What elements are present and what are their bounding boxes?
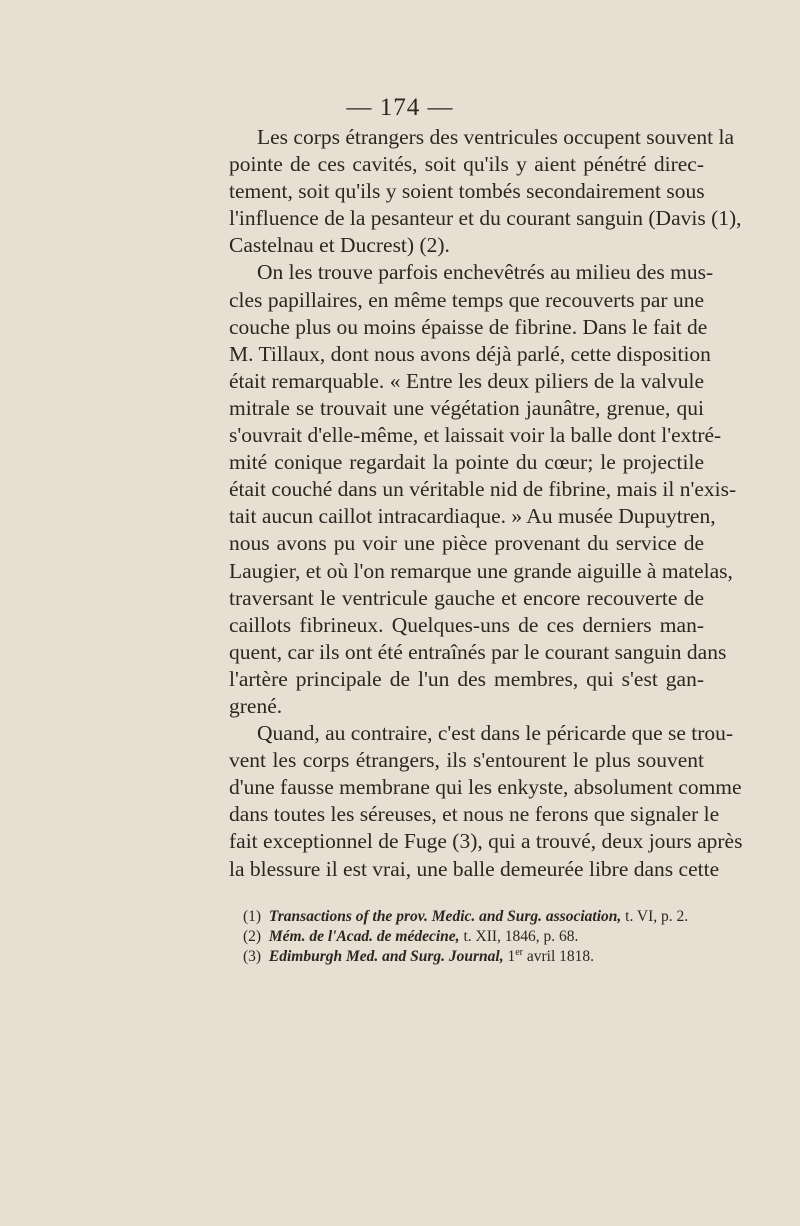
footnote-number: (1) — [243, 908, 262, 925]
text-line: fait exceptionnel de Fuge (3), qui a trouvé, deux jours après — [229, 829, 743, 854]
footnote-reference: t. VI, p. 2. — [621, 908, 689, 925]
footnote-reference: avril 1818. — [523, 948, 595, 965]
footnote — [243, 947, 703, 967]
text-line: l'artère principale de l'un des membres, qui s'est gan- — [229, 666, 704, 691]
text-line: Quand, au contraire, c'est dans le péricarde que se trou- — [257, 721, 734, 746]
footnote-number: (2) — [243, 928, 262, 945]
footnote-number: (3) — [243, 948, 262, 965]
text-line: d'une fausse membrane qui les enkyste, absolument comme — [229, 775, 742, 800]
text-line: était remarquable. « Entre les deux piliers de la valvule — [229, 368, 704, 393]
text-line: M. Tillaux, dont nous avons déjà parlé, cette disposition — [229, 341, 711, 366]
text-line: quent, car ils ont été entraînés par le courant sanguin dans — [229, 639, 727, 664]
text-line: était couché dans un véritable nid de fibrine, mais il n'exis- — [229, 477, 737, 502]
text-line: tait aucun caillot intracardiaque. » Au musée Dupuytren, — [229, 504, 716, 529]
text-line: couche plus ou moins épaisse de fibrine. Dans le fait de — [229, 314, 708, 339]
text-line: tement, soit qu'ils y soient tombés secondairement sous — [229, 179, 705, 204]
page-number: — 174 — — [346, 94, 454, 121]
text-line: s'ouvrait d'elle-même, et laissait voir la balle dont l'extré- — [229, 423, 722, 448]
footnote-reference: 1 — [503, 948, 516, 965]
text-line: l'influence de la pesanteur et du courant sanguin (Davis (1), — [229, 206, 742, 231]
text-line: On les trouve parfois enchevêtrés au milieu des mus- — [257, 260, 714, 285]
footnote — [243, 907, 703, 927]
text-line: Castelnau et Ducrest) (2). — [229, 233, 450, 258]
text-line: mitrale se trouvait une végétation jaunâtre, grenue, qui — [229, 395, 704, 420]
footnote-reference: t. XII, 1846, p. 68. — [459, 928, 579, 945]
footnote-source-title: Edimburgh Med. and Surg. Journal, — [268, 948, 504, 965]
footnote — [243, 927, 703, 947]
text-line: cles papillaires, en même temps que recouverts par une — [229, 287, 704, 312]
text-line: caillots fibrineux. Quelques-uns de ces derniers man- — [229, 612, 704, 637]
text-line: pointe de ces cavités, soit qu'ils y aient pénétré direc- — [229, 152, 704, 177]
text-line: grené. — [229, 693, 283, 718]
text-line: dans toutes les séreuses, et nous ne ferons que signaler le — [229, 802, 720, 827]
text-line: Laugier, et où l'on remarque une grande aiguille à matelas, — [229, 558, 733, 583]
body-text — [229, 124, 743, 883]
text-line: la blessure il est vrai, une balle demeurée libre dans cette — [229, 856, 720, 881]
footnote-source-title: Mém. de l'Acad. de médecine, — [268, 928, 460, 945]
text-line: nous avons pu voir une pièce provenant du service de — [229, 531, 704, 556]
text-line: Les corps étrangers des ventricules occupent souvent la — [257, 125, 735, 149]
footnotes — [243, 907, 703, 967]
footnote-source-title: Transactions of the prov. Medic. and Surg. association, — [268, 908, 622, 925]
text-line: traversant le ventricule gauche et encore recouverte de — [229, 585, 704, 610]
footnote-superscript: er — [515, 946, 524, 958]
text-line: vent les corps étrangers, ils s'entourent le plus souvent — [229, 748, 704, 773]
text-line: mité conique regardait la pointe du cœur; le projectile — [229, 450, 704, 475]
